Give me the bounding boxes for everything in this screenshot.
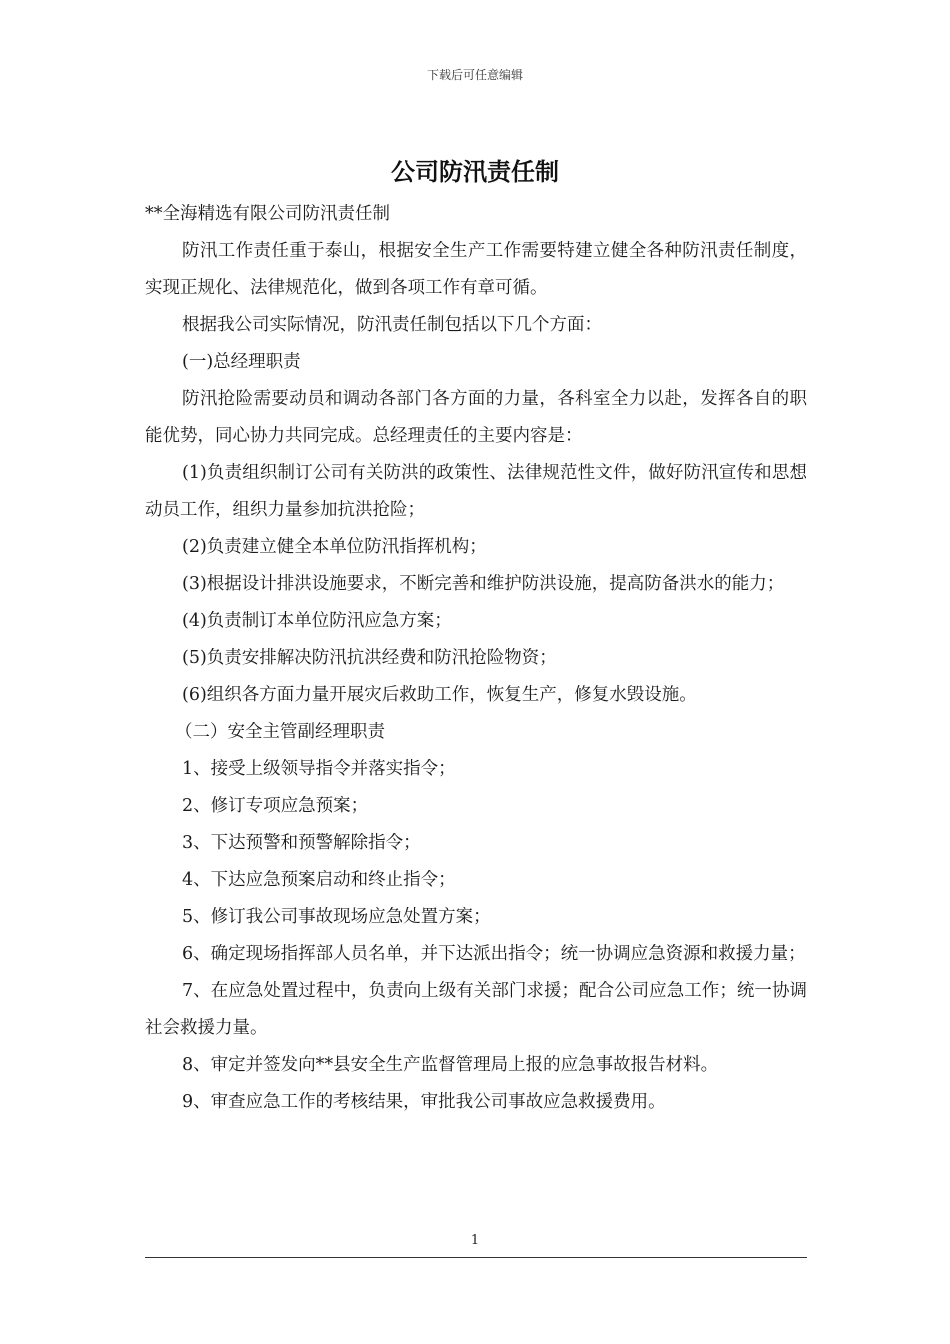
document-body: [145, 196, 807, 1121]
header-note: 下载后可任意编辑: [426, 68, 523, 82]
section-heading-deputy-manager: （二）安全主管副经理职责: [175, 722, 385, 742]
list-item: 1、接受上级领导指令并落实指令；: [182, 759, 456, 779]
footer-divider: [145, 1257, 807, 1258]
list-item: (4)负责制订本单位防汛应急方案；: [182, 611, 452, 631]
list-item: 6、确定现场指挥部人员名单，并下达派出指令；统一协调应急资源和救援力量；: [182, 944, 806, 964]
paragraph-general-manager: 防汛抢险需要动员和调动各部门各方面的力量，各科室全力以赴，发挥各自的职能优势，同心协力共同完成。总经理责任的主要内容是：: [145, 389, 807, 446]
paragraph-intro: 防汛工作责任重于泰山，根据安全生产工作需要特建立健全各种防汛责任制度，实现正规化、法律规范化，做到各项工作有章可循。: [145, 241, 807, 298]
list-item: 9、审查应急工作的考核结果，审批我公司事故应急救援费用。: [182, 1092, 666, 1112]
list-item: (6)组织各方面力量开展灾后救助工作，恢复生产，修复水毁设施。: [182, 685, 697, 705]
list-item: 5、修订我公司事故现场应急处置方案；: [182, 907, 491, 927]
list-item: (1)负责组织制订公司有关防洪的政策性、法律规范性文件，做好防汛宣传和思想动员工作，组织力量参加抗洪抢险；: [145, 463, 807, 520]
list-item: 8、审定并签发向**县安全生产监督管理局上报的应急事故报告材料。: [182, 1055, 719, 1075]
list-item: (2)负责建立健全本单位防汛指挥机构；: [182, 537, 487, 557]
company-name-line: **全海精选有限公司防汛责任制: [145, 204, 390, 224]
paragraph-scope: 根据我公司实际情况，防汛责任制包括以下几个方面：: [182, 315, 602, 335]
list-item: 7、在应急处置过程中，负责向上级有关部门求援；配合公司应急工作；统一协调社会救援力量。: [145, 981, 807, 1038]
list-item: 4、下达应急预案启动和终止指令；: [182, 870, 456, 890]
document-title: 公司防汛责任制: [391, 158, 559, 186]
page-number: 1: [470, 1233, 480, 1248]
section-heading-general-manager: (一)总经理职责: [182, 352, 301, 372]
list-item: (5)负责安排解决防汛抗洪经费和防汛抢险物资；: [182, 648, 557, 668]
list-item: (3)根据设计排洪设施要求，不断完善和维护防洪设施，提高防备洪水的能力；: [182, 574, 785, 594]
list-item: 2、修订专项应急预案；: [182, 796, 369, 816]
list-item: 3、下达预警和预警解除指令；: [182, 833, 421, 853]
